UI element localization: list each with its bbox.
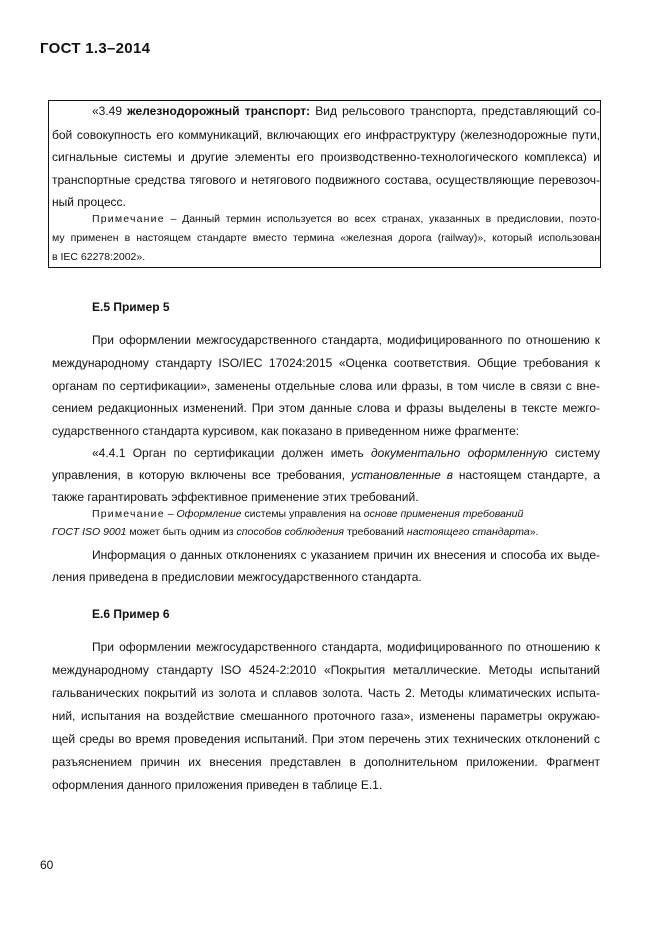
quote-line-1 (92, 446, 600, 460)
e5-note-line-1 (92, 507, 523, 521)
definition-line-1 (92, 104, 600, 118)
paragraph-line: При оформлении межгосударственного стандарта, модифицированного по отношению к (92, 640, 600, 654)
quote-line-3: также гарантировать эффективное применение этих требований. (52, 490, 419, 504)
note-italic: настоящего стандарта (406, 526, 530, 538)
quote-text: «4.4.1 Орган по сертификации должен иметь (92, 446, 372, 460)
quote-text: настоящем стандарте, а (452, 468, 601, 482)
paragraph-line: ления приведена в предисловии межгосударственного стандарта. (52, 570, 422, 584)
note-label: Примечание (92, 213, 165, 225)
paragraph-line: международному стандарту ISO 4524-2:2010 «Покрытия металлические. Методы испытаний (52, 663, 600, 677)
definition-line-3: сигнальные системы и другие элементы его производственно-технологического комплекса) и (52, 150, 600, 164)
page-number: 60 (40, 858, 54, 872)
box-note-line-2: му применен в настоящем стандарте вместо термина «железная дорога (railway)», который использован (52, 232, 600, 244)
paragraph-line: сением редакционных изменений. При этом данные слова и фразы выделены в тексте межго- (52, 401, 600, 415)
quote-line-2 (52, 468, 600, 482)
box-note-line-1 (92, 212, 600, 226)
note-italic: ГОСТ ISO 9001 (52, 526, 127, 538)
note-text: системы управления на (241, 508, 364, 520)
note-italic: основе применения требований (363, 508, 524, 520)
paragraph-line: Информация о данных отклонениях с указанием причин их внесения и способа их выде- (92, 548, 600, 562)
document-header: ГОСТ 1.3–2014 (40, 40, 151, 57)
quote-italic: установленные в (350, 468, 453, 482)
e5-note-line-2 (52, 525, 538, 539)
note-text: может быть одним из (126, 526, 237, 538)
paragraph-line: органам по сертификации», заменены отдельные слова или фразы, в том числе в связи с вне- (52, 379, 600, 393)
term-name: железнодорожный транспорт: (127, 104, 311, 118)
definition-open: «3.49 (92, 104, 128, 118)
section-heading-e6: Е.6 Пример 6 (92, 607, 170, 621)
note-italic: способов соблюдения (236, 526, 345, 538)
box-note-line-3: в IEC 62278:2002». (52, 251, 146, 263)
paragraph-line: щей среды во время проведения испытаний. При этом перечень этих технических отклонений с (52, 732, 600, 746)
paragraph-line: оформления данного приложения приведен в таблице Е.1. (52, 778, 383, 792)
quote-text: управления, в которую включены все требования, (52, 468, 351, 482)
paragraph-line: разъяснением причин их внесения представлен в дополнительном приложении. Фрагмент (52, 755, 600, 769)
note-text: требований (344, 526, 407, 538)
paragraph-line: ний, испытания на воздействие смешанного проточного газа», изменены параметры окружаю- (52, 709, 600, 723)
quote-italic: документально оформленную (371, 446, 548, 460)
note-text: ». (529, 526, 539, 538)
note-italic: Оформление (176, 508, 242, 520)
note-label: Примечание (92, 508, 165, 520)
definition-line-4: транспортные средства тягового и нетягового подвижного состава, осуществляющие перевозоч- (52, 173, 600, 187)
paragraph-line: гальванических покрытий из золота и сплавов золота. Часть 2. Методы климатических испыта- (52, 686, 600, 700)
note-text: – Данный термин используется во всех странах, указанных в предисловии, поэто- (164, 213, 600, 225)
definition-line-5: ный процесс. (52, 195, 126, 209)
quote-text: систему (547, 446, 600, 460)
definition-line-2: бой совокупность его коммуникаций, включающих его инфраструктуру (железнодорожные пути, (52, 128, 600, 142)
note-text: – (164, 508, 177, 520)
paragraph-line: При оформлении межгосударственного стандарта, модифицированного по отношению к (92, 333, 600, 347)
section-heading-e5: Е.5 Пример 5 (92, 300, 170, 314)
definition-text: Вид рельсового транспорта, представляющий со- (310, 104, 600, 118)
paragraph-line: международному стандарту ISO/IEC 17024:2015 «Оценка соответствия. Общие требования к (52, 356, 600, 370)
paragraph-line: сударственного стандарта курсивом, как показано в приведенном ниже фрагменте: (52, 424, 520, 438)
